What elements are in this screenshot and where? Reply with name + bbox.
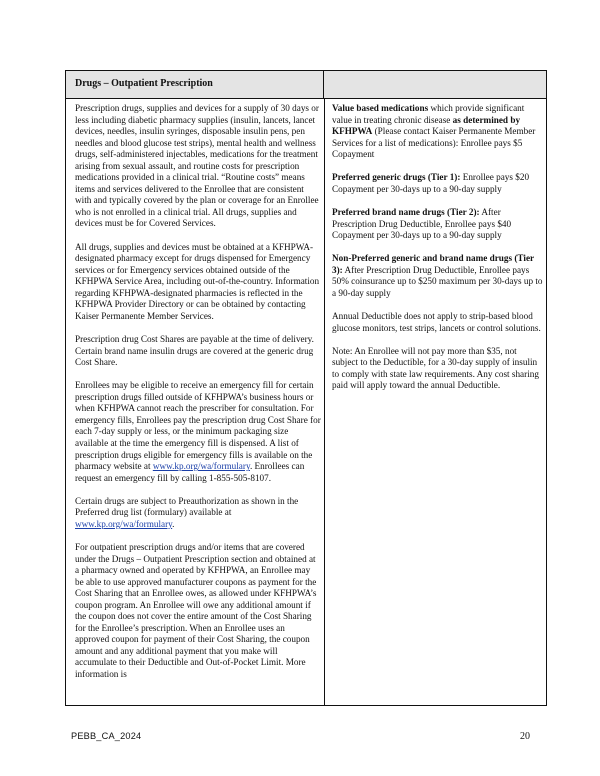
- tier2-cost: After Prescription Drug Deductible, Enrollee pays $40 Copayment per 30-days up to a 90-day supply: [332, 207, 512, 241]
- tier3-cost: After Prescription Drug Deductible, Enrollee pays 50% coinsurance up to $250 maximum per 30-days up to a 90-day supply: [332, 264, 543, 298]
- value-based-paragraph: [332, 103, 543, 161]
- pharmacy-paragraph: All drugs, supplies and devices must be obtained at a KFHPWA-designated pharmacy except for drugs dispensed for Emergency services or for Emergency services obtained outside of the KFHPWA Service Area, including out-of-the-country. Information regarding KFHPWA-designated pharmacies is reflected in the KFHPWA Provider Directory or can be obtained by contacting Kaiser Permanente Member Services.: [75, 241, 320, 321]
- coverage-paragraph: Prescription drugs, supplies and devices for a supply of 30 days or less including diabetic pharmacy supplies (insulin, lancets, lancet devices, needles, insulin syringes, disposable insulin pens, pen needles and blood glucose test strips), mental health and wellness drugs, self-administered injectables, medications for the treatment arising from sexual assault, and routine costs for prescription medications provided in a clinical trial. “Routine costs” means items and services delivered to the Enrollee that are consistent with and typically covered by the plan or coverage for an Enrollee who is not enrolled in a clinical trial. All drugs, supplies and devices must be for Covered Services.: [75, 103, 319, 229]
- benefit-description-column: [75, 103, 321, 681]
- tier2-label: Preferred brand name drugs (Tier 2):: [332, 207, 480, 218]
- value-based-label: Value based medications: [332, 103, 429, 113]
- tier2-paragraph: [332, 207, 543, 242]
- deductible-note-paragraph: Annual Deductible does not apply to strip-based blood glucose monitors, test strips, lancets or control solutions.: [332, 311, 541, 333]
- benefits-table: [65, 70, 547, 706]
- section-title: Drugs – Outpatient Prescription: [75, 78, 213, 89]
- tier3-label: Non-Preferred generic and brand name drugs (Tier 3):: [332, 253, 534, 275]
- header-cell-left: [66, 71, 324, 98]
- emergency-fill-paragraph: [75, 380, 321, 484]
- cost-share-column: [332, 103, 543, 392]
- formulary-link-2[interactable]: www.kp.org/wa/formulary: [75, 518, 173, 529]
- formulary-link[interactable]: www.kp.org/wa/formulary: [152, 461, 250, 472]
- kfhpwa-label: as determined by KFHPWA: [332, 114, 521, 137]
- tier1-cost: Enrollee pays $20 Copayment per 30-days up to a 90-day supply: [332, 172, 530, 194]
- preauthorization-paragraph: [75, 496, 321, 531]
- insulin-note-paragraph: Note: An Enrollee will not pay more than $35, not subject to the Deductible, for a 30-day supply of insulin to comply with state law requirements. Any cost sharing paid will apply toward the annual Deductible.: [332, 345, 539, 391]
- preauthorization-text-end: .: [172, 518, 175, 529]
- tier1-paragraph: [332, 172, 543, 195]
- preauthorization-text: Certain drugs are subject to Preauthorization as shown in the Preferred drug list (formulary) available at: [75, 495, 299, 518]
- tier1-label: Preferred generic drugs (Tier 1):: [332, 172, 461, 183]
- emergency-fill-text-end: . Enrollees can request an emergency fill by calling 1-855-505-8107.: [75, 461, 305, 483]
- page-number: 20: [520, 731, 530, 742]
- value-based-cost: (Please contact Kaiser Permanente Member Services for a list of medications): Enrollee pays $5 Copayment: [332, 126, 536, 160]
- column-divider: [324, 99, 325, 705]
- coupon-paragraph: For outpatient prescription drugs and/or items that are covered under the Drugs – Outpatient Prescription section and obtained at a pharmacy owned and operated by KFHPWA, an Enrollee may be able to use approved manufacturer coupons as payment for the Cost Sharing that an Enrollee owes, as allowed under KFHPWA’s coupon program. An Enrollee will owe any additional amount if the coupon does not cover the entire amount of the Cost Sharing for the Enrollee’s prescription. When an Enrollee uses an approved coupon for payment of their Cost Sharing, the coupon amount and any additional payment that you make will accumulate to their Deductible and Out-of-Pocket Limit. More information is: [75, 542, 317, 680]
- cost-share-paragraph: Prescription drug Cost Shares are payable at the time of delivery. Certain brand name insulin drugs are covered at the generic drug Cost Share.: [75, 334, 314, 368]
- table-header-row: [66, 71, 546, 99]
- document-code: PEBB_CA_2024: [71, 731, 142, 741]
- value-based-text: which provide significant value in treating chronic disease: [332, 103, 525, 125]
- emergency-fill-text: Enrollees may be eligible to receive an emergency fill for certain prescription drugs filled outside of KFHPWA’s business hours or when KFHPWA cannot reach the prescriber for consultation. For emergency fills, Enrollees pay the prescription drug Cost Share for each 7-day supply or less, or the minimum packaging size available at the time the emergency fill is dispensed. A list of prescription drugs eligible for emergency fills is available on the pharmacy website at: [75, 380, 321, 472]
- tier3-paragraph: [332, 253, 543, 299]
